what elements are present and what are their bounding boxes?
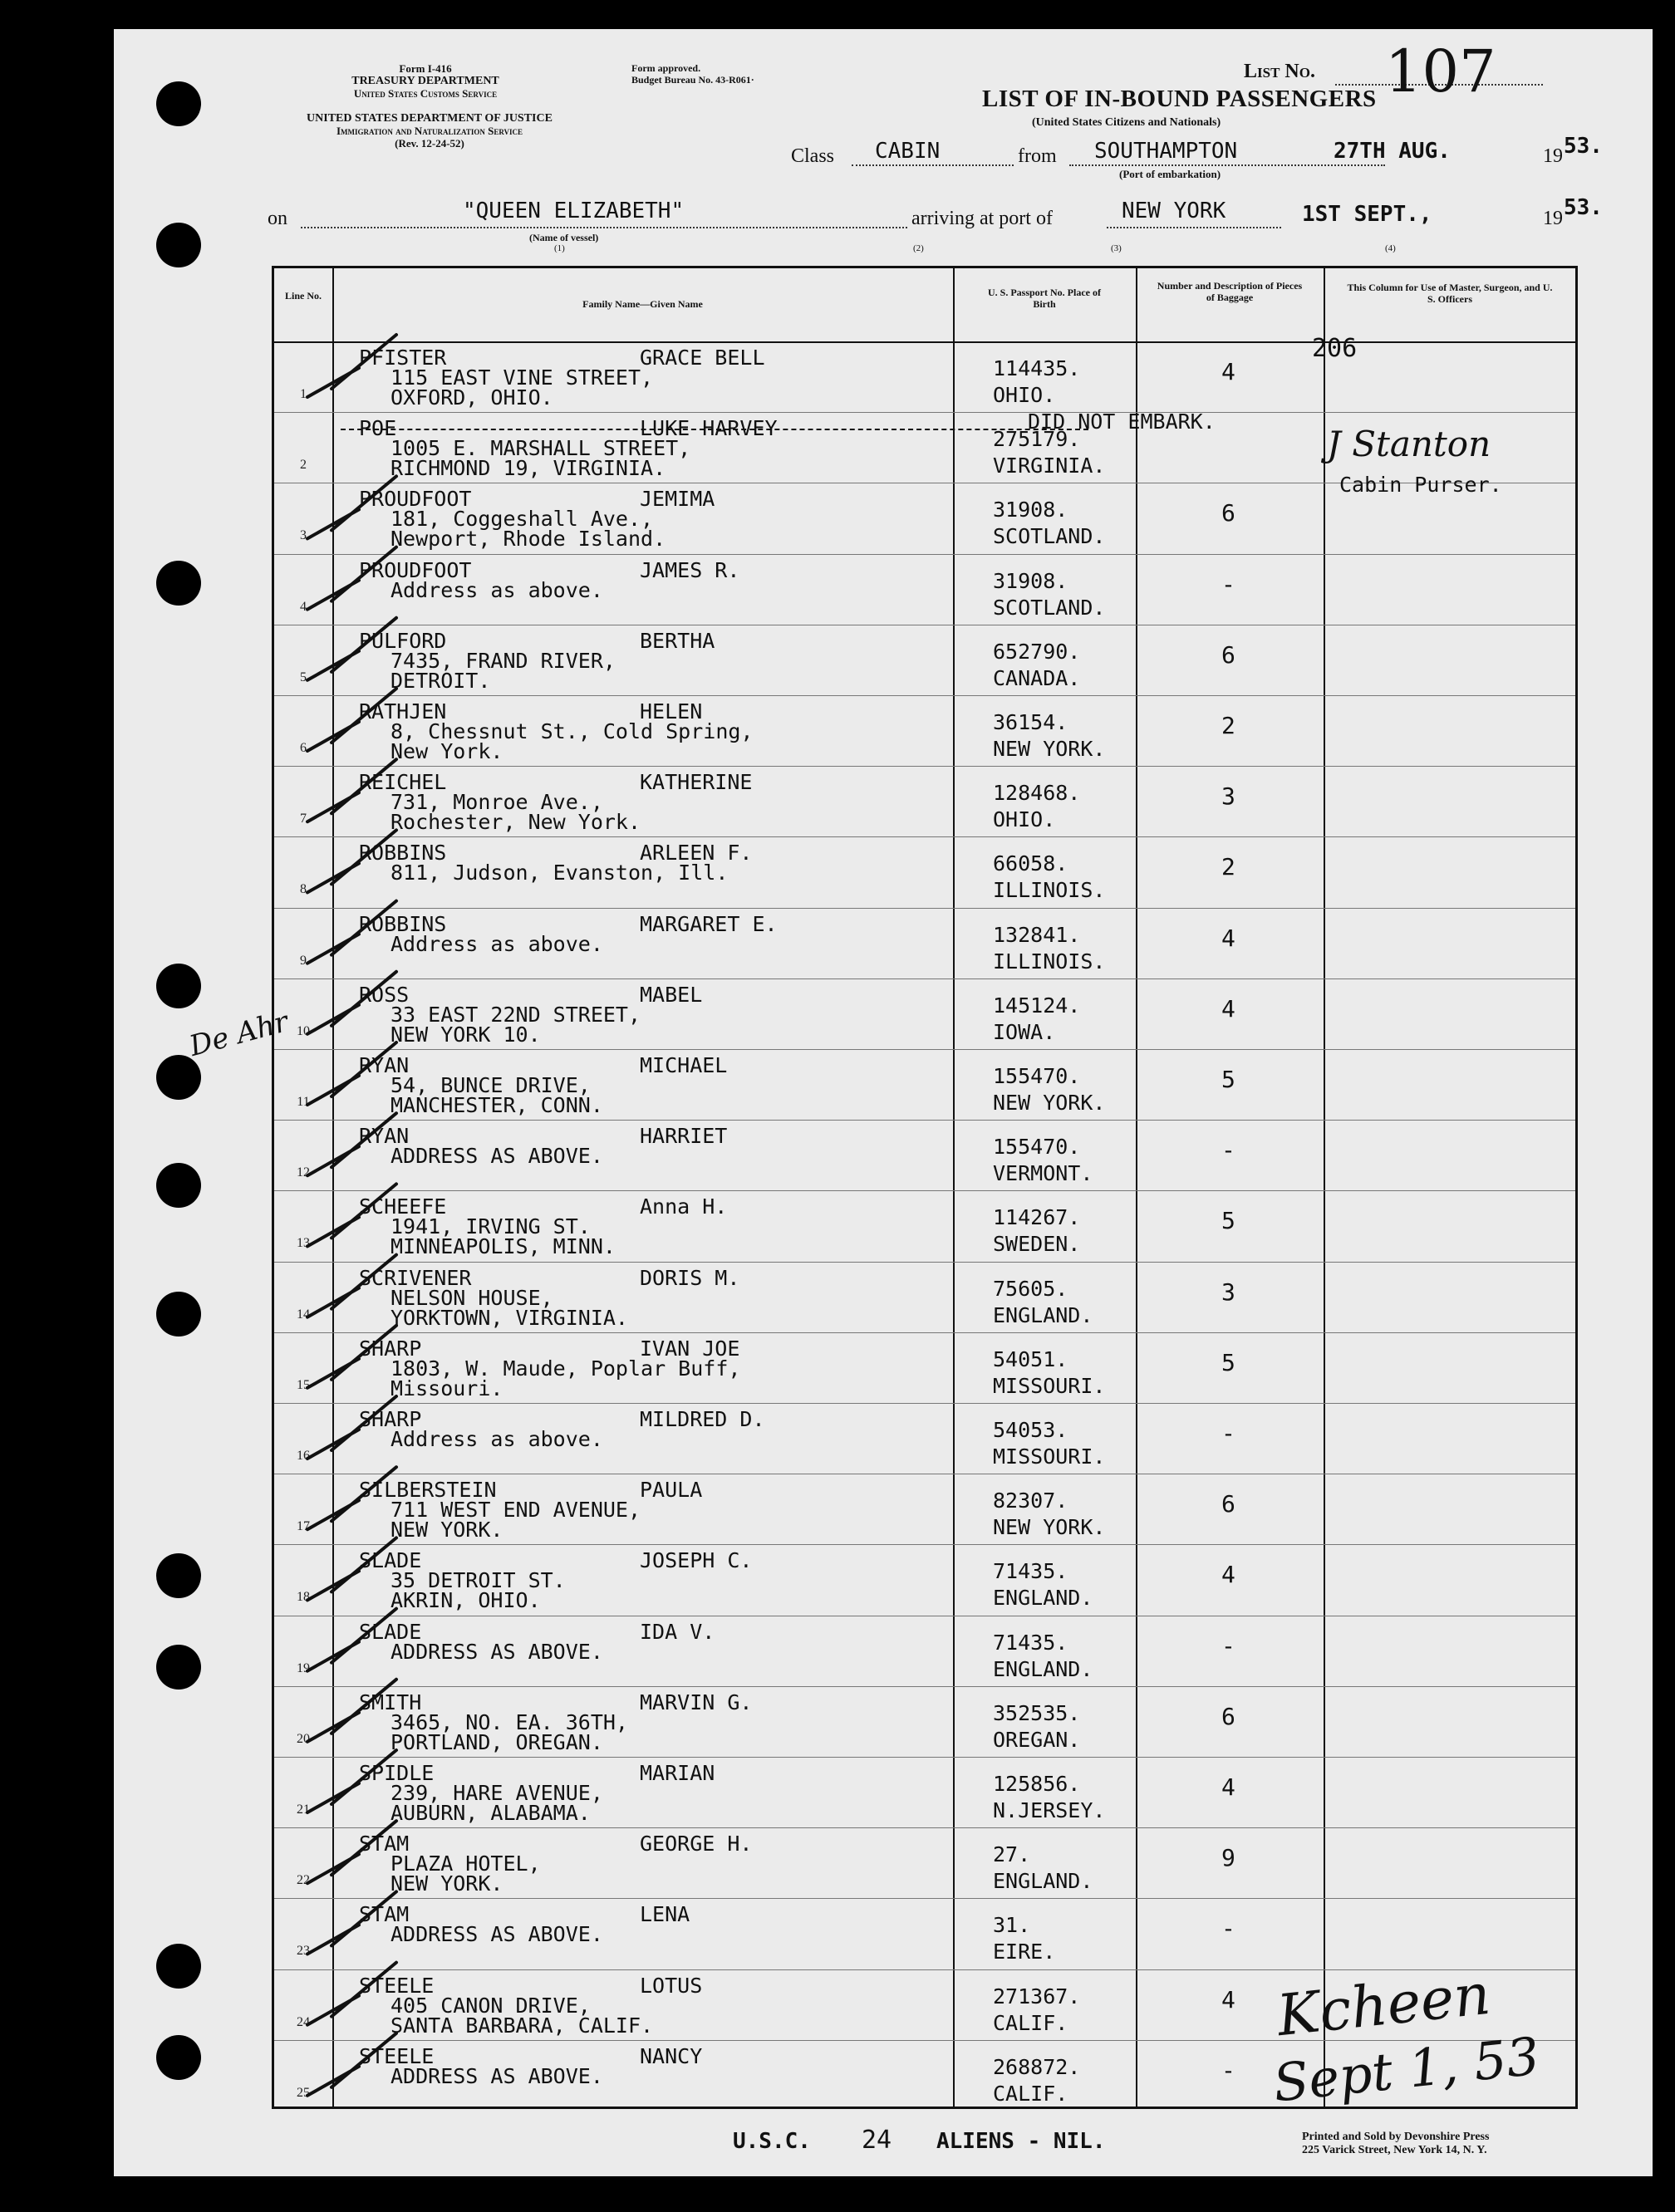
birth-place: SWEDEN. xyxy=(993,1232,1081,1257)
address-line-2: MINNEAPOLIS, MINN. xyxy=(391,1234,616,1259)
check-mark xyxy=(307,1891,396,1954)
family-name: ROSS xyxy=(359,982,410,1007)
col-num-1: (1) xyxy=(554,243,565,253)
given-name: MARGARET E. xyxy=(640,911,778,936)
baggage-count: 5 xyxy=(1221,1207,1235,1235)
birth-place: CALIF. xyxy=(993,2081,1068,2106)
given-name: GEORGE H. xyxy=(640,1832,753,1856)
given-name: KATHERINE xyxy=(640,770,753,795)
check-mark xyxy=(307,476,396,538)
check-mark xyxy=(307,972,396,1034)
passport-number: 275179. xyxy=(993,427,1081,452)
col-num-4: (4) xyxy=(1385,243,1396,253)
baggage-count: 4 xyxy=(1221,1773,1235,1801)
line-number: 6 xyxy=(300,741,307,755)
family-name: SCRIVENER xyxy=(359,1265,472,1290)
check-mark xyxy=(307,1255,396,1317)
line-number: 15 xyxy=(297,1377,310,1392)
list-no-label: List No. xyxy=(1244,61,1315,82)
address-line-1: 8, Chessnut St., Cold Spring, xyxy=(391,719,754,743)
family-name: SLADE xyxy=(359,1619,422,1644)
col-head-line-no: Line No. xyxy=(284,290,322,302)
line-number: 7 xyxy=(300,812,307,826)
line-number: 19 xyxy=(297,1660,310,1675)
line-number: 13 xyxy=(297,1236,310,1251)
check-mark xyxy=(307,1042,396,1105)
birth-place: ENGLAND. xyxy=(993,1656,1093,1681)
check-marks xyxy=(114,29,1653,2176)
line-number: 18 xyxy=(297,1590,310,1605)
given-name: JEMIMA xyxy=(640,487,715,512)
address-line-1: ADDRESS AS ABOVE. xyxy=(391,1144,603,1169)
baggage-count: 4 xyxy=(1221,994,1235,1023)
col-head-name: Family Name—Given Name xyxy=(582,298,703,310)
punch-hole xyxy=(156,964,201,1008)
printer-line-2: 225 Varick Street, New York 14, N. Y. xyxy=(1302,2144,1487,2156)
birth-place: OREGAN. xyxy=(993,1727,1081,1752)
given-name: LUKE HARVEY xyxy=(640,416,778,441)
treasury-dept: TREASURY DEPARTMENT xyxy=(351,75,499,87)
vessel-caption: (Name of vessel) xyxy=(529,232,599,243)
punch-hole xyxy=(156,1944,201,1989)
baggage-count: - xyxy=(1221,2056,1235,2084)
line-number: 14 xyxy=(297,1307,310,1322)
passport-number: 54053. xyxy=(993,1418,1068,1442)
line-number: 5 xyxy=(300,669,307,684)
passport-number: 27. xyxy=(993,1842,1031,1867)
from-label: from xyxy=(1018,145,1057,167)
check-mark xyxy=(307,830,396,892)
family-name: PULFORD xyxy=(359,628,447,653)
embark-year-prefix: 19 xyxy=(1543,145,1563,167)
baggage-count: - xyxy=(1221,1915,1235,1943)
given-name: MARVIN G. xyxy=(640,1690,753,1714)
document-page xyxy=(114,29,1653,2176)
birth-place: ENGLAND. xyxy=(993,1302,1093,1327)
family-name: STEELE xyxy=(359,2043,435,2068)
family-name: PROUDFOOT xyxy=(359,557,472,582)
address-line-1: 811, Judson, Evanston, Ill. xyxy=(391,861,729,885)
baggage-count: 9 xyxy=(1221,1844,1235,1872)
check-mark xyxy=(307,547,396,610)
birth-place: OHIO. xyxy=(993,807,1056,832)
punch-hole xyxy=(156,1163,201,1208)
address-line-1: Address as above. xyxy=(391,577,603,602)
passport-number: 71435. xyxy=(993,1559,1068,1584)
line-number: 23 xyxy=(297,1944,310,1959)
line-number: 1 xyxy=(300,387,307,401)
justice-dept: UNITED STATES DEPARTMENT OF JUSTICE xyxy=(307,112,553,125)
baggage-count: 6 xyxy=(1221,640,1235,669)
family-name: RYAN xyxy=(359,1124,410,1149)
family-name: PROUDFOOT xyxy=(359,487,472,512)
family-name: PFISTER xyxy=(359,346,447,370)
family-name: STEELE xyxy=(359,1973,435,1998)
line-number: 22 xyxy=(297,1873,310,1888)
check-mark xyxy=(307,335,396,397)
baggage-count: 3 xyxy=(1221,1278,1235,1306)
passport-number: 114267. xyxy=(993,1205,1081,1230)
birth-place: SCOTLAND. xyxy=(993,595,1106,620)
punch-hole xyxy=(156,81,201,126)
family-name: REICHEL xyxy=(359,770,447,795)
baggage-count: 2 xyxy=(1221,853,1235,881)
address-line-2: YORKTOWN, VIRGINIA. xyxy=(391,1305,628,1330)
officer-number: 206 xyxy=(1312,334,1358,363)
passport-number: 125856. xyxy=(993,1772,1081,1796)
passport-number: 268872. xyxy=(993,2054,1081,2079)
budget-bureau: Budget Bureau No. 43-R061· xyxy=(631,74,754,86)
family-name: SHARP xyxy=(359,1336,422,1361)
list-no-value: 107 xyxy=(1385,37,1496,105)
birth-place: ILLINOIS. xyxy=(993,878,1106,903)
purser-title: Cabin Purser. xyxy=(1339,473,1502,497)
address-line-2: RICHMOND 19, VIRGINIA. xyxy=(391,456,666,481)
form-approved: Form approved. xyxy=(631,62,701,74)
punch-hole xyxy=(156,1292,201,1337)
passport-number: 271367. xyxy=(993,1984,1081,2008)
line-number: 2 xyxy=(300,458,307,473)
inspector-date: Sept 1, 53 xyxy=(1270,2025,1543,2114)
form-number: Form I-416 xyxy=(399,62,452,75)
family-name: SLADE xyxy=(359,1548,422,1573)
birth-place: NEW YORK. xyxy=(993,737,1106,761)
check-mark xyxy=(307,2033,396,2096)
address-line-1: 181, Coggeshall Ave., xyxy=(391,507,654,532)
line-number: 10 xyxy=(297,1023,310,1038)
given-name: JOSEPH C. xyxy=(640,1548,753,1573)
col-num-2: (2) xyxy=(913,243,924,253)
address-line-1: ADDRESS AS ABOVE. xyxy=(391,2063,603,2088)
check-mark xyxy=(307,618,396,680)
birth-place: CANADA. xyxy=(993,665,1081,690)
address-line-1: 54, BUNCE DRIVE, xyxy=(391,1073,591,1097)
family-name: ROBBINS xyxy=(359,911,447,936)
birth-place: ENGLAND. xyxy=(993,1869,1093,1894)
baggage-count: 6 xyxy=(1221,1490,1235,1518)
passport-number: 54051. xyxy=(993,1346,1068,1371)
arrive-port: NEW YORK xyxy=(1122,199,1226,223)
check-mark xyxy=(307,1538,396,1600)
birth-place: CALIF. xyxy=(993,2010,1068,2035)
line-number: 11 xyxy=(297,1095,310,1109)
punch-hole xyxy=(156,223,201,267)
embark-date: 27TH AUG. xyxy=(1334,139,1451,164)
margin-note: De Ahr xyxy=(185,1005,292,1063)
address-line-1: 3465, NO. EA. 36TH, xyxy=(391,1709,628,1734)
birth-place: MISSOURI. xyxy=(993,1444,1106,1469)
given-name: GRACE BELL xyxy=(640,346,765,370)
punch-hole xyxy=(156,1553,201,1598)
purser-signature: J Stanton xyxy=(1327,424,1491,464)
baggage-count: 5 xyxy=(1221,1348,1235,1376)
birth-place: VERMONT. xyxy=(993,1161,1093,1186)
birth-place: VIRGINIA. xyxy=(993,454,1106,478)
punch-hole xyxy=(156,561,201,606)
line-number: 4 xyxy=(300,599,307,614)
check-mark xyxy=(307,759,396,822)
family-name: SCHEEFE xyxy=(359,1194,447,1219)
check-mark xyxy=(307,901,396,964)
given-name: MICHAEL xyxy=(640,1053,728,1077)
baggage-count: 4 xyxy=(1221,1985,1235,2013)
birth-place: EIRE. xyxy=(993,1940,1056,1964)
ins-service: Immigration and Naturalization Service xyxy=(336,125,523,137)
check-mark xyxy=(307,1184,396,1246)
on-label: on xyxy=(268,208,287,229)
title-sub: (United States Citizens and Nationals) xyxy=(1032,116,1221,129)
baggage-count: 4 xyxy=(1221,358,1235,385)
arrive-year: 53. xyxy=(1564,195,1603,220)
page-title: LIST OF IN-BOUND PASSENGERS xyxy=(982,86,1377,112)
given-name: HARRIET xyxy=(640,1124,728,1149)
passport-number: 145124. xyxy=(993,993,1081,1018)
line-number: 24 xyxy=(297,2014,310,2029)
port-embark-caption: (Port of embarkation) xyxy=(1119,168,1221,180)
punch-hole xyxy=(156,1055,201,1100)
address-line-2: SANTA BARBARA, CALIF. xyxy=(391,2013,654,2038)
birth-place: SCOTLAND. xyxy=(993,524,1106,549)
family-name: STAM xyxy=(359,1902,410,1927)
passport-number: 31. xyxy=(993,1913,1031,1938)
address-line-2: Newport, Rhode Island. xyxy=(391,527,666,552)
birth-place: IOWA. xyxy=(993,1019,1056,1044)
passport-number: 75605. xyxy=(993,1276,1068,1301)
class-label: Class xyxy=(791,145,835,167)
baggage-count: 2 xyxy=(1221,712,1235,739)
passport-number: 155470. xyxy=(993,1135,1081,1160)
address-line-2: AKRIN, OHIO. xyxy=(391,1588,541,1613)
arrive-year-prefix: 19 xyxy=(1543,208,1563,229)
punch-hole xyxy=(156,1645,201,1690)
line-number: 16 xyxy=(297,1449,310,1463)
baggage-count: - xyxy=(1221,1420,1235,1447)
passport-number: 114435. xyxy=(993,356,1081,380)
given-name: JAMES R. xyxy=(640,557,740,582)
vessel-name: "QUEEN ELIZABETH" xyxy=(463,199,685,223)
check-mark xyxy=(307,1396,396,1459)
given-name: MARIAN xyxy=(640,1761,715,1785)
check-mark xyxy=(307,1750,396,1812)
embark-year: 53. xyxy=(1564,134,1603,159)
passport-number: 31908. xyxy=(993,498,1068,522)
given-name: MABEL xyxy=(640,982,703,1007)
arriving-label: arriving at port of xyxy=(911,208,1053,229)
baggage-count: - xyxy=(1221,1136,1235,1165)
check-mark xyxy=(307,1326,396,1388)
address-line-1: 1005 E. MARSHALL STREET, xyxy=(391,436,691,461)
from-value: SOUTHAMPTON xyxy=(1094,139,1238,164)
given-name: MILDRED D. xyxy=(640,1407,765,1431)
baggage-count: 6 xyxy=(1221,499,1235,527)
given-name: IDA V. xyxy=(640,1619,715,1644)
given-name: ARLEEN F. xyxy=(640,841,753,866)
baggage-count: 4 xyxy=(1221,1561,1235,1589)
birth-place: N.JERSEY. xyxy=(993,1798,1106,1822)
address-line-1: 711 WEST END AVENUE, xyxy=(391,1498,641,1523)
passport-number: 66058. xyxy=(993,851,1068,876)
address-line-2: New York. xyxy=(391,739,503,763)
family-name: STAM xyxy=(359,1832,410,1856)
birth-place: NEW YORK. xyxy=(993,1515,1106,1540)
given-name: BERTHA xyxy=(640,628,715,653)
passport-number: 352535. xyxy=(993,1700,1081,1725)
punch-hole xyxy=(156,2035,201,2080)
given-name: DORIS M. xyxy=(640,1265,740,1290)
passport-number: 82307. xyxy=(993,1489,1068,1513)
baggage-count: 6 xyxy=(1221,1702,1235,1730)
customs-service: United States Customs Service xyxy=(353,87,498,100)
baggage-count: - xyxy=(1221,570,1235,598)
check-mark xyxy=(307,1821,396,1883)
line-number: 17 xyxy=(297,1519,310,1534)
birth-place: OHIO. xyxy=(993,383,1056,407)
address-line-1: 33 EAST 22ND STREET, xyxy=(391,1002,641,1027)
address-line-2: Missouri. xyxy=(391,1376,503,1400)
address-line-1: Address as above. xyxy=(391,931,603,956)
family-name: SPIDLE xyxy=(359,1761,435,1785)
address-line-2: OXFORD, OHIO. xyxy=(391,385,553,410)
printer-line-1: Printed and Sold by Devonshire Press xyxy=(1302,2131,1490,2143)
check-mark xyxy=(307,1113,396,1175)
address-line-1: NELSON HOUSE, xyxy=(391,1285,553,1310)
baggage-count: - xyxy=(1221,1631,1235,1660)
col-num-3: (3) xyxy=(1111,243,1122,253)
line-number: 12 xyxy=(297,1165,310,1180)
address-line-2: AUBURN, ALABAMA. xyxy=(391,1801,591,1825)
given-name: PAULA xyxy=(640,1478,703,1503)
address-line-1: Address as above. xyxy=(391,1427,603,1451)
line-number: 21 xyxy=(297,1802,310,1817)
family-name: POE xyxy=(359,416,397,441)
family-name: SHARP xyxy=(359,1407,422,1431)
given-name: NANCY xyxy=(640,2043,703,2068)
did-not-embark: DID NOT EMBARK. xyxy=(1028,410,1216,434)
class-value: CABIN xyxy=(875,139,941,164)
check-mark xyxy=(307,1467,396,1529)
address-line-1: 1941, IRVING ST. xyxy=(391,1214,591,1239)
address-line-2: NEW YORK. xyxy=(391,1871,503,1896)
baggage-count: 3 xyxy=(1221,782,1235,811)
birth-place: MISSOURI. xyxy=(993,1373,1106,1398)
given-name: Anna H. xyxy=(640,1194,728,1219)
arrive-date: 1ST SEPT., xyxy=(1302,202,1432,227)
address-line-1: 405 CANON DRIVE, xyxy=(391,1993,591,2018)
passport-number: 652790. xyxy=(993,639,1081,664)
given-name: LOTUS xyxy=(640,1973,703,1998)
col-head-passport: U. S. Passport No. Place of Birth xyxy=(988,287,1101,310)
revision-date: (Rev. 12-24-52) xyxy=(395,137,464,150)
given-name: LENA xyxy=(640,1902,690,1927)
check-mark xyxy=(307,689,396,751)
passport-number: 31908. xyxy=(993,568,1068,593)
inspector-signature: Kcheen xyxy=(1274,1961,1494,2050)
address-line-1: 35 DETROIT ST. xyxy=(391,1568,566,1593)
address-line-2: PORTLAND, OREGAN. xyxy=(391,1729,603,1754)
baggage-count: 5 xyxy=(1221,1066,1235,1093)
check-mark xyxy=(307,1609,396,1671)
given-name: HELEN xyxy=(640,699,703,723)
family-name: ROBBINS xyxy=(359,841,447,866)
address-line-1: ADDRESS AS ABOVE. xyxy=(391,1639,603,1664)
passport-number: 155470. xyxy=(993,1064,1081,1088)
family-name: SILBERSTEIN xyxy=(359,1478,497,1503)
passport-number: 132841. xyxy=(993,922,1081,947)
address-line-1: 7435, FRAND RIVER, xyxy=(391,648,616,673)
usc-count: 24 xyxy=(862,2126,892,2155)
birth-place: ILLINOIS. xyxy=(993,949,1106,974)
check-mark xyxy=(307,1680,396,1742)
address-line-2: NEW YORK 10. xyxy=(391,1022,541,1047)
line-number: 3 xyxy=(300,528,307,543)
address-line-1: ADDRESS AS ABOVE. xyxy=(391,1922,603,1947)
given-name: IVAN JOE xyxy=(640,1336,740,1361)
line-number: 20 xyxy=(297,1731,310,1746)
address-line-2: NEW YORK. xyxy=(391,1518,503,1543)
birth-place: NEW YORK. xyxy=(993,1091,1106,1115)
address-line-2: Rochester, New York. xyxy=(391,810,641,835)
address-line-1: 115 EAST VINE STREET, xyxy=(391,365,654,390)
passport-number: 36154. xyxy=(993,710,1068,734)
col-head-baggage: Number and Description of Pieces of Baggage xyxy=(1157,280,1303,303)
birth-place: ENGLAND. xyxy=(993,1586,1093,1611)
passport-number: 71435. xyxy=(993,1630,1068,1655)
address-line-2: DETROIT. xyxy=(391,668,491,693)
check-mark xyxy=(307,1963,396,2025)
address-line-1: 239, HARE AVENUE, xyxy=(391,1781,603,1805)
address-line-1: 1803, W. Maude, Poplar Buff, xyxy=(391,1356,741,1381)
family-name: RATHJEN xyxy=(359,699,447,723)
line-number: 25 xyxy=(297,2085,310,2100)
usc-label: U.S.C. xyxy=(733,2129,811,2154)
family-name: SMITH xyxy=(359,1690,422,1714)
address-line-1: 731, Monroe Ave., xyxy=(391,790,603,815)
line-number: 8 xyxy=(300,882,307,897)
passport-number: 128468. xyxy=(993,781,1081,806)
aliens-count: ALIENS - NIL. xyxy=(936,2129,1106,2154)
baggage-count: 4 xyxy=(1221,924,1235,952)
col-head-officers: This Column for Use of Master, Surgeon, and U. S. Officers xyxy=(1347,282,1553,305)
family-name: RYAN xyxy=(359,1053,410,1077)
address-line-2: MANCHESTER, CONN. xyxy=(391,1093,603,1117)
address-line-1: PLAZA HOTEL, xyxy=(391,1852,541,1876)
line-number: 9 xyxy=(300,953,307,968)
